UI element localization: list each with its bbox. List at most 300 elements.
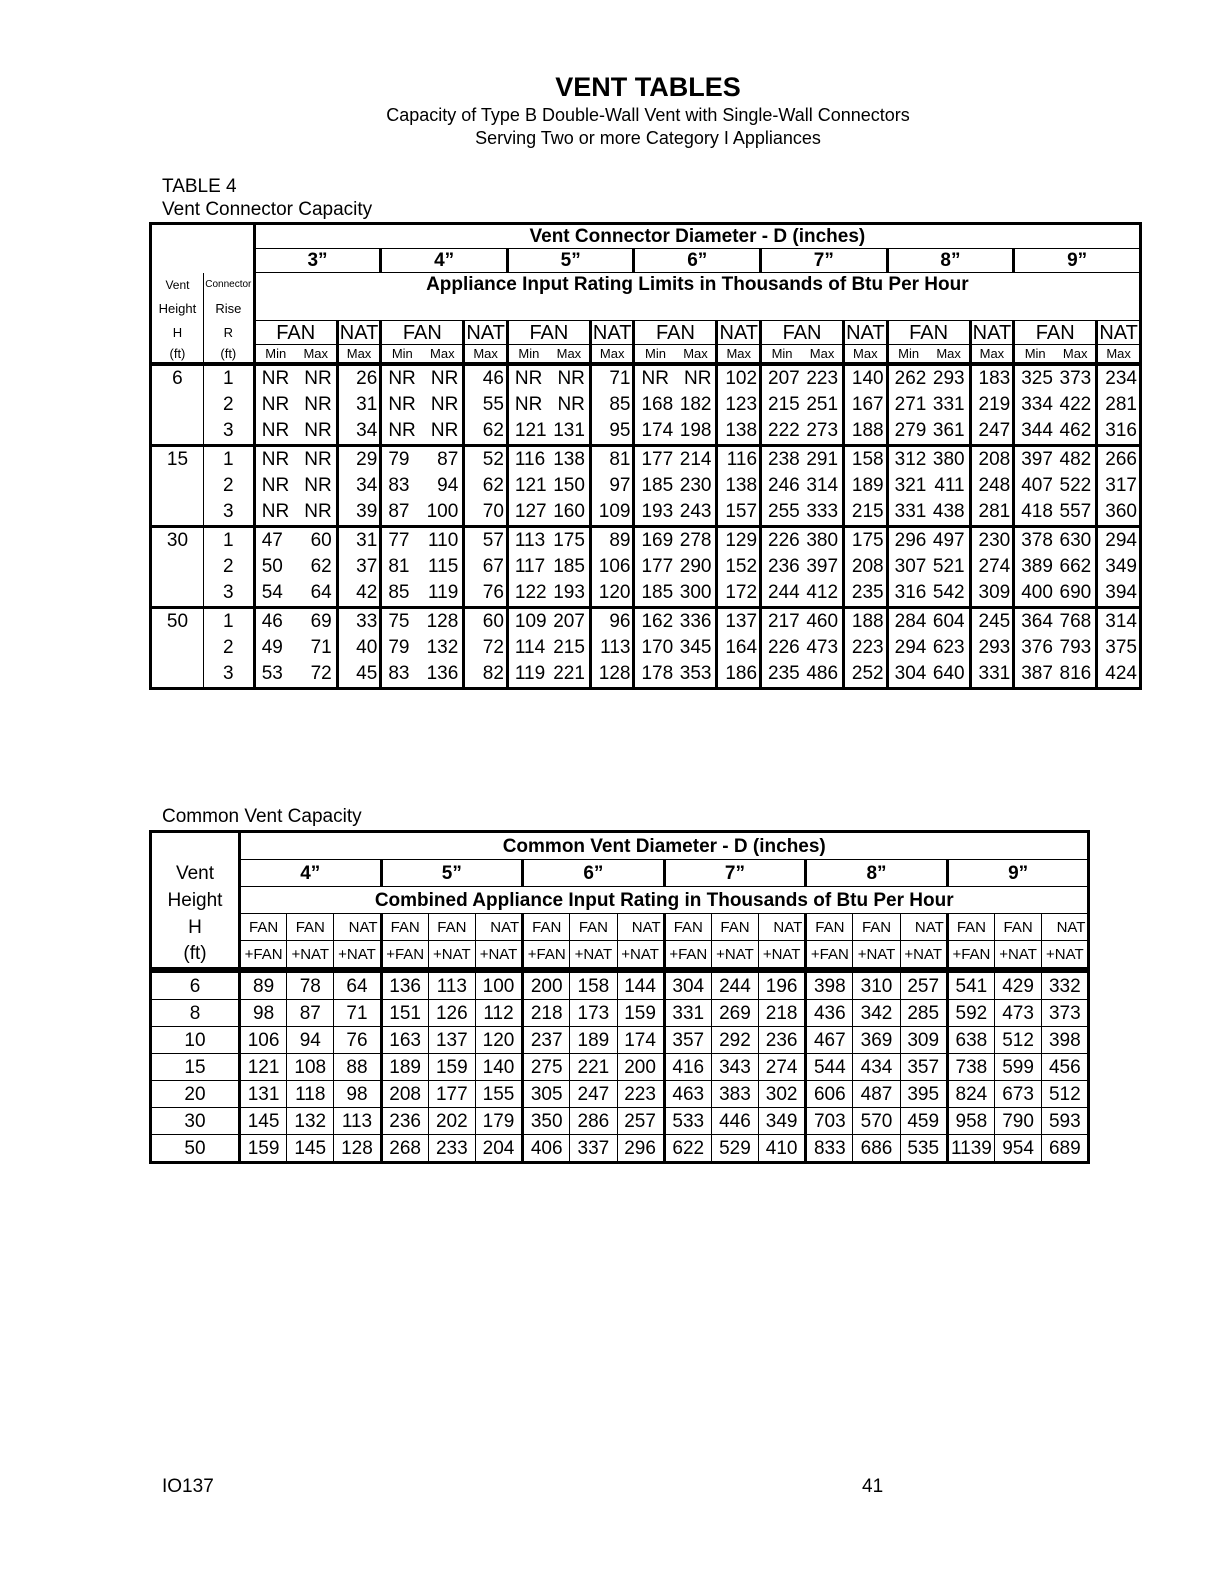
sub-top-header: NAT (334, 914, 381, 941)
value-cell: 361 (929, 418, 971, 446)
value-cell: 208 (970, 445, 1014, 473)
value-cell: 34 (337, 418, 381, 446)
value-cell: 434 (853, 1054, 900, 1081)
value-cell: 378 (1014, 526, 1056, 554)
header-row-title (151, 224, 1141, 249)
value-cell: 529 (711, 1135, 758, 1163)
value-cell: 106 (240, 1027, 287, 1054)
value-cell: 34 (337, 473, 381, 499)
table-row (151, 364, 1141, 392)
value-cell: 284 (887, 607, 929, 635)
value-cell: 79 (381, 635, 423, 661)
sub-top-header: NAT (1042, 914, 1089, 941)
connector-rise-cell: 2 (203, 554, 254, 580)
value-cell: 304 (887, 661, 929, 689)
max-header: Max (337, 345, 381, 364)
min-header: Min (381, 345, 423, 364)
value-cell: 343 (711, 1054, 758, 1081)
value-cell: 833 (806, 1135, 853, 1163)
value-cell: 344 (1014, 418, 1056, 446)
nat-header: NAT (844, 321, 888, 345)
value-cell: 244 (711, 970, 758, 1000)
value-cell: 94 (287, 1027, 334, 1054)
value-cell: 954 (995, 1135, 1042, 1163)
value-cell: 208 (844, 554, 888, 580)
value-cell: 77 (381, 526, 423, 554)
value-cell: 219 (970, 392, 1014, 418)
value-cell: 215 (844, 499, 888, 527)
value-cell: 75 (381, 607, 423, 635)
connector-header-1: Rise (203, 297, 254, 321)
max-header: Max (1055, 345, 1097, 364)
value-cell: 541 (947, 970, 994, 1000)
diameter-4: 8” (806, 860, 948, 887)
diameter-1: 4” (381, 249, 508, 273)
value-cell: 121 (507, 418, 549, 446)
value-cell: 179 (475, 1108, 522, 1135)
table-row (151, 1081, 1089, 1108)
value-cell: 79 (381, 445, 423, 473)
value-cell: 407 (1014, 473, 1056, 499)
value-cell: 71 (296, 635, 338, 661)
value-cell: NR (422, 364, 464, 392)
value-cell: 121 (507, 473, 549, 499)
max-header: Max (675, 345, 717, 364)
value-cell: 230 (970, 526, 1014, 554)
vent-height-cell: 10 (151, 1027, 240, 1054)
value-cell: 119 (422, 580, 464, 608)
table-row (151, 970, 1089, 1000)
value-cell: 244 (761, 580, 803, 608)
value-cell: 389 (1014, 554, 1056, 580)
sub-bottom-header: +NAT (428, 941, 475, 971)
value-cell: 188 (844, 418, 888, 446)
value-cell: 369 (853, 1027, 900, 1054)
value-cell: 290 (675, 554, 717, 580)
value-cell: 268 (381, 1135, 428, 1163)
sub-bottom-header: +FAN (806, 941, 853, 971)
subtitle-line-2: Serving Two or more Category I Appliances (475, 128, 821, 148)
rating-title: Combined Appliance Input Rating in Thousands of Btu Per Hour (240, 887, 1089, 914)
vent-height-cell: 30 (151, 526, 204, 554)
value-cell: 158 (844, 445, 888, 473)
value-cell: 245 (970, 607, 1014, 635)
value-cell: 305 (523, 1081, 570, 1108)
value-cell: 47 (254, 526, 296, 554)
value-cell: 243 (675, 499, 717, 527)
value-cell: 247 (970, 418, 1014, 446)
vent-height-cell (151, 661, 204, 689)
value-cell: 159 (428, 1054, 475, 1081)
header-row-label-0 (151, 273, 1141, 297)
sub-bottom-header: +NAT (995, 941, 1042, 971)
value-cell: 463 (664, 1081, 711, 1108)
value-cell: 316 (887, 580, 929, 608)
value-cell: 76 (464, 580, 508, 608)
value-cell: 83 (381, 661, 423, 689)
value-cell: 137 (717, 607, 761, 635)
value-cell: 116 (507, 445, 549, 473)
min-header: Min (761, 345, 803, 364)
fan-header: FAN (1014, 321, 1097, 345)
max-header: Max (844, 345, 888, 364)
value-cell: 236 (759, 1027, 806, 1054)
value-cell: 410 (759, 1135, 806, 1163)
value-cell: 222 (761, 418, 803, 446)
table-row (151, 1027, 1089, 1054)
value-cell: 81 (381, 554, 423, 580)
value-cell: 188 (844, 607, 888, 635)
vent-height-cell (151, 418, 204, 446)
value-cell: 186 (717, 661, 761, 689)
diameter-2: 5” (507, 249, 634, 273)
value-cell: 98 (334, 1081, 381, 1108)
sub-top-header: FAN (853, 914, 900, 941)
value-cell: 257 (900, 970, 947, 1000)
diameter-5: 9” (947, 860, 1089, 887)
value-cell: NR (507, 392, 549, 418)
vent-height-cell: 30 (151, 1108, 240, 1135)
value-cell: 114 (507, 635, 549, 661)
value-cell: 85 (381, 580, 423, 608)
value-cell: 606 (806, 1081, 853, 1108)
value-cell: 97 (590, 473, 634, 499)
sub-bottom-header: +NAT (900, 941, 947, 971)
vent-height-cell: 6 (151, 364, 204, 392)
table-row (151, 580, 1141, 608)
value-cell: 64 (334, 970, 381, 1000)
value-cell: NR (254, 445, 296, 473)
value-cell: 173 (570, 1000, 617, 1027)
value-cell: 54 (254, 580, 296, 608)
value-cell: 185 (634, 580, 676, 608)
value-cell: 380 (929, 445, 971, 473)
value-cell: 120 (590, 580, 634, 608)
value-cell: 293 (970, 635, 1014, 661)
sub-bottom-header: +FAN (664, 941, 711, 971)
value-cell: NR (296, 445, 338, 473)
value-cell: 178 (634, 661, 676, 689)
value-cell: NR (381, 392, 423, 418)
value-cell: 234 (1097, 364, 1141, 392)
value-cell: 128 (590, 661, 634, 689)
value-cell: 131 (549, 418, 591, 446)
value-cell: 412 (802, 580, 844, 608)
value-cell: NR (296, 392, 338, 418)
sub-top-header: FAN (523, 914, 570, 941)
value-cell: 512 (1042, 1081, 1089, 1108)
value-cell: 189 (381, 1054, 428, 1081)
value-cell: 487 (853, 1081, 900, 1108)
value-cell: 98 (240, 1000, 287, 1027)
value-cell: 37 (337, 554, 381, 580)
value-cell: 768 (1055, 607, 1097, 635)
sub-top-header: NAT (617, 914, 664, 941)
value-cell: 310 (853, 970, 900, 1000)
value-cell: 703 (806, 1108, 853, 1135)
value-cell: 62 (296, 554, 338, 580)
value-cell: 39 (337, 499, 381, 527)
value-cell: 275 (523, 1054, 570, 1081)
value-cell: 294 (887, 635, 929, 661)
value-cell: 131 (240, 1081, 287, 1108)
value-cell: 129 (717, 526, 761, 554)
value-cell: 175 (844, 526, 888, 554)
value-cell: 235 (844, 580, 888, 608)
value-cell: 145 (240, 1108, 287, 1135)
value-cell: 309 (970, 580, 1014, 608)
value-cell: 473 (995, 1000, 1042, 1027)
vent-height-cell: 15 (151, 445, 204, 473)
value-cell: 151 (381, 1000, 428, 1027)
rating-title: Appliance Input Rating Limits in Thousands of Btu Per Hour (254, 273, 1140, 321)
value-cell: 100 (475, 970, 522, 1000)
value-cell: 167 (844, 392, 888, 418)
fan-header: FAN (887, 321, 970, 345)
value-cell: NR (296, 418, 338, 446)
value-cell: 958 (947, 1108, 994, 1135)
value-cell: 512 (995, 1027, 1042, 1054)
value-cell: 436 (806, 1000, 853, 1027)
sub-top-header: FAN (287, 914, 334, 941)
diameter-2: 6” (523, 860, 665, 887)
value-cell: 599 (995, 1054, 1042, 1081)
connector-rise-cell: 1 (203, 607, 254, 635)
connector-header-0: Connector (203, 273, 254, 297)
value-cell: 422 (1055, 392, 1097, 418)
value-cell: 544 (806, 1054, 853, 1081)
vent-height-cell (151, 580, 204, 608)
fan-header: FAN (634, 321, 717, 345)
value-cell: 689 (1042, 1135, 1089, 1163)
value-cell: 106 (590, 554, 634, 580)
value-cell: 281 (1097, 392, 1141, 418)
sub-bottom-header: +NAT (334, 941, 381, 971)
value-cell: 373 (1055, 364, 1097, 392)
value-cell: 127 (507, 499, 549, 527)
diameter-3: 7” (664, 860, 806, 887)
value-cell: 542 (929, 580, 971, 608)
sub-bottom-header: +FAN (240, 941, 287, 971)
value-cell: 373 (1042, 1000, 1089, 1027)
value-cell: 247 (570, 1081, 617, 1108)
value-cell: 486 (802, 661, 844, 689)
value-cell: 416 (664, 1054, 711, 1081)
value-cell: 482 (1055, 445, 1097, 473)
vent-header-1: Height (151, 297, 204, 321)
value-cell: NR (422, 392, 464, 418)
value-cell: NR (634, 364, 676, 392)
blank-cell (151, 224, 255, 273)
value-cell: 429 (995, 970, 1042, 1000)
value-cell: 446 (711, 1108, 758, 1135)
value-cell: 221 (570, 1054, 617, 1081)
sub-top-header: FAN (664, 914, 711, 941)
value-cell: 331 (887, 499, 929, 527)
min-header: Min (634, 345, 676, 364)
min-header: Min (887, 345, 929, 364)
value-cell: 185 (634, 473, 676, 499)
value-cell: 67 (464, 554, 508, 580)
value-cell: 128 (422, 607, 464, 635)
table-row (151, 418, 1141, 446)
sub-top-header: FAN (381, 914, 428, 941)
vent-header-1: Height (151, 887, 240, 914)
value-cell: 31 (337, 392, 381, 418)
max-header: Max (970, 345, 1014, 364)
value-cell: 296 (617, 1135, 664, 1163)
vent-header-3: (ft) (151, 941, 240, 971)
value-cell: 117 (507, 554, 549, 580)
value-cell: 183 (970, 364, 1014, 392)
value-cell: NR (422, 418, 464, 446)
value-cell: 81 (590, 445, 634, 473)
value-cell: 816 (1055, 661, 1097, 689)
value-cell: NR (296, 499, 338, 527)
value-cell: 108 (287, 1054, 334, 1081)
value-cell: 118 (287, 1081, 334, 1108)
min-header: Min (254, 345, 296, 364)
value-cell: 302 (759, 1081, 806, 1108)
connector-header-2: R (203, 321, 254, 345)
value-cell: 217 (761, 607, 803, 635)
table-row (151, 499, 1141, 527)
value-cell: 40 (337, 635, 381, 661)
nat-header: NAT (970, 321, 1014, 345)
nat-header: NAT (1097, 321, 1141, 345)
vent-height-cell: 20 (151, 1081, 240, 1108)
table-row (151, 445, 1141, 473)
sub-top-header: FAN (947, 914, 994, 941)
value-cell: 215 (549, 635, 591, 661)
value-cell: 387 (1014, 661, 1056, 689)
value-cell: 317 (1097, 473, 1141, 499)
header-row-diameters (151, 860, 1089, 887)
value-cell: 334 (1014, 392, 1056, 418)
connector-rise-cell: 2 (203, 392, 254, 418)
value-cell: 285 (900, 1000, 947, 1027)
value-cell: 208 (381, 1081, 428, 1108)
value-cell: 521 (929, 554, 971, 580)
value-cell: 52 (464, 445, 508, 473)
value-cell: 60 (296, 526, 338, 554)
value-cell: 640 (929, 661, 971, 689)
value-cell: 497 (929, 526, 971, 554)
value-cell: 592 (947, 1000, 994, 1027)
vent-header-2: H (151, 321, 204, 345)
value-cell: 138 (549, 445, 591, 473)
value-cell: 177 (634, 445, 676, 473)
value-cell: 116 (717, 445, 761, 473)
value-cell: 296 (887, 526, 929, 554)
value-cell: 113 (428, 970, 475, 1000)
value-cell: NR (381, 418, 423, 446)
value-cell: 300 (675, 580, 717, 608)
value-cell: 307 (887, 554, 929, 580)
value-cell: 45 (337, 661, 381, 689)
value-cell: 294 (1097, 526, 1141, 554)
value-cell: 76 (334, 1027, 381, 1054)
value-cell: 337 (570, 1135, 617, 1163)
value-cell: 138 (717, 473, 761, 499)
vent-connector-capacity-table (149, 222, 1142, 690)
value-cell: 473 (802, 635, 844, 661)
value-cell: 49 (254, 635, 296, 661)
connector-header-3: (ft) (203, 345, 254, 364)
value-cell: 604 (929, 607, 971, 635)
value-cell: 174 (634, 418, 676, 446)
value-cell: 218 (759, 1000, 806, 1027)
value-cell: 88 (334, 1054, 381, 1081)
value-cell: 152 (717, 554, 761, 580)
value-cell: 570 (853, 1108, 900, 1135)
value-cell: 122 (507, 580, 549, 608)
value-cell: 69 (296, 607, 338, 635)
min-header: Min (1014, 345, 1056, 364)
value-cell: 214 (675, 445, 717, 473)
value-cell: 87 (422, 445, 464, 473)
value-cell: 189 (570, 1027, 617, 1054)
vent-header-0: Vent (151, 860, 240, 887)
nat-header: NAT (337, 321, 381, 345)
common-vent-capacity-table (149, 830, 1090, 1164)
table1-label: TABLE 4 (162, 176, 237, 197)
value-cell: 738 (947, 1054, 994, 1081)
value-cell: 251 (802, 392, 844, 418)
value-cell: 64 (296, 580, 338, 608)
value-cell: 271 (887, 392, 929, 418)
value-cell: 57 (464, 526, 508, 554)
value-cell: 87 (381, 499, 423, 527)
value-cell: 82 (464, 661, 508, 689)
value-cell: 140 (844, 364, 888, 392)
sub-bottom-header: +NAT (711, 941, 758, 971)
value-cell: 159 (240, 1135, 287, 1163)
value-cell: 185 (549, 554, 591, 580)
value-cell: 70 (464, 499, 508, 527)
value-cell: 159 (617, 1000, 664, 1027)
table2-caption: Common Vent Capacity (162, 806, 362, 827)
header-row-sub-bottom (151, 941, 1089, 971)
value-cell: 325 (1014, 364, 1056, 392)
value-cell: 638 (947, 1027, 994, 1054)
fan-header: FAN (381, 321, 464, 345)
value-cell: 236 (381, 1108, 428, 1135)
sub-top-header: FAN (428, 914, 475, 941)
value-cell: 113 (590, 635, 634, 661)
value-cell: 145 (287, 1135, 334, 1163)
header-row-title (151, 832, 1089, 860)
value-cell: 223 (617, 1081, 664, 1108)
value-cell: 690 (1055, 580, 1097, 608)
value-cell: 398 (806, 970, 853, 1000)
value-cell: 375 (1097, 635, 1141, 661)
value-cell: 357 (900, 1054, 947, 1081)
table-row (151, 526, 1141, 554)
value-cell: 136 (381, 970, 428, 1000)
value-cell: 248 (970, 473, 1014, 499)
value-cell: 89 (590, 526, 634, 554)
value-cell: NR (254, 473, 296, 499)
value-cell: 312 (887, 445, 929, 473)
table-row (151, 1108, 1089, 1135)
table-row (151, 1000, 1089, 1027)
value-cell: 137 (428, 1027, 475, 1054)
value-cell: 424 (1097, 661, 1141, 689)
value-cell: 331 (929, 392, 971, 418)
value-cell: 87 (287, 1000, 334, 1027)
value-cell: 316 (1097, 418, 1141, 446)
